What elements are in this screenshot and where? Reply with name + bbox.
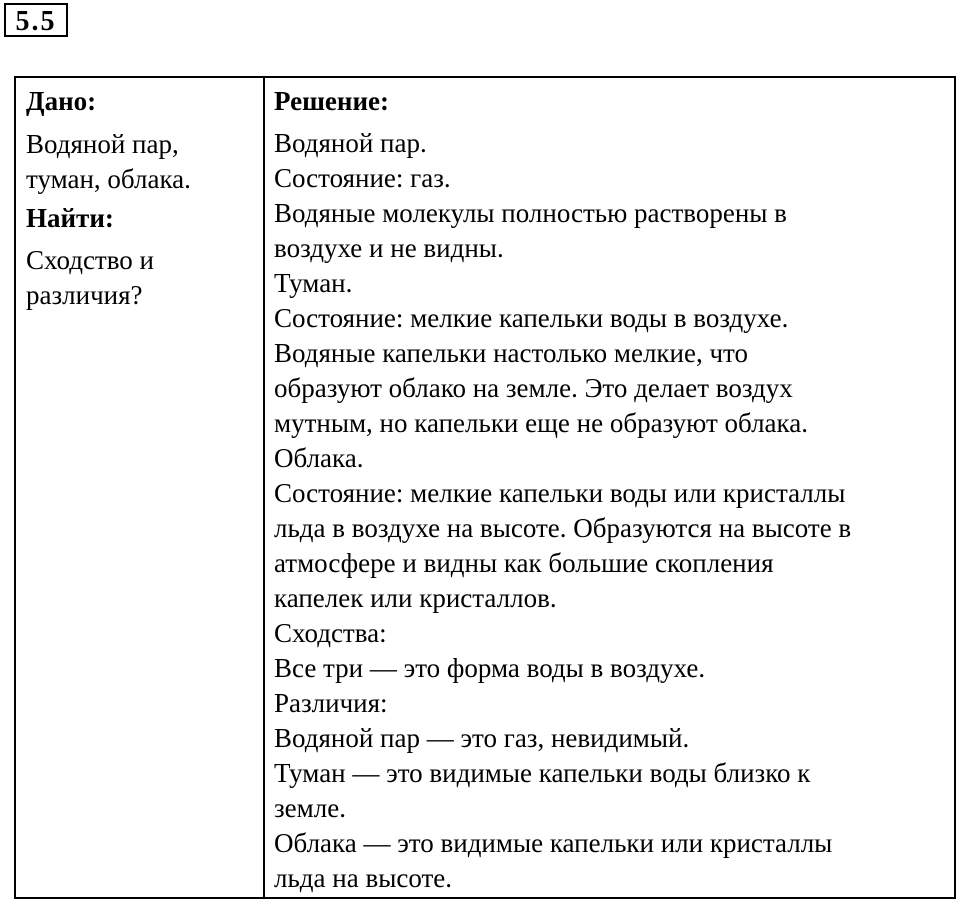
solution-line: льда на высоте. bbox=[274, 863, 452, 893]
given-text bbox=[26, 127, 263, 197]
given-heading: Дано: bbox=[26, 86, 97, 116]
solution-line: Водяные молекулы полностью растворены в bbox=[274, 198, 787, 228]
solution-line: Туман — это видимые капельки воды близко к bbox=[274, 758, 811, 788]
find-heading: Найти: bbox=[26, 203, 114, 233]
solution-line: Все три — это форма воды в воздухе. bbox=[274, 653, 706, 683]
solution-line: Водяной пар. bbox=[274, 128, 427, 158]
find-text bbox=[26, 243, 263, 313]
solution-line: мутным, но капельки еще не образуют облака. bbox=[274, 408, 808, 438]
solution-line: Облака. bbox=[274, 443, 364, 473]
problem-number: 5.5 bbox=[4, 3, 68, 37]
solution-line: Состояние: мелкие капельки воды или кристаллы bbox=[274, 478, 846, 508]
task-table bbox=[14, 76, 956, 899]
given-column bbox=[16, 78, 265, 897]
solution-line: атмосфере и видны как большие скопления bbox=[274, 548, 774, 578]
solution-line: Состояние: мелкие капельки воды в воздухе. bbox=[274, 303, 789, 333]
solution-line: Состояние: газ. bbox=[274, 163, 451, 193]
solution-line: воздухе и не видны. bbox=[274, 233, 504, 263]
solution-line: земле. bbox=[274, 793, 346, 823]
solution-line: льда в воздухе на высоте. Образуются на высоте в bbox=[274, 513, 852, 543]
given-line: туман, облака. bbox=[26, 164, 191, 194]
solution-line: образуют облако на земле. Это делает воздух bbox=[274, 373, 793, 403]
solution-line: Туман. bbox=[274, 268, 353, 298]
solution-text bbox=[274, 126, 954, 896]
solution-line: Водяной пар — это газ, невидимый. bbox=[274, 723, 690, 753]
solution-line: Облака — это видимые капельки или кристаллы bbox=[274, 828, 833, 858]
find-line: Сходство и bbox=[26, 245, 154, 275]
solution-line: Сходства: bbox=[274, 618, 387, 648]
given-line: Водяной пар, bbox=[26, 129, 179, 159]
solution-line: Различия: bbox=[274, 688, 388, 718]
solution-column bbox=[265, 78, 954, 897]
solution-heading: Решение: bbox=[274, 86, 389, 116]
solution-line: капелек или кристаллов. bbox=[274, 583, 557, 613]
find-line: различия? bbox=[26, 280, 143, 310]
solution-line: Водяные капельки настолько мелкие, что bbox=[274, 338, 748, 368]
